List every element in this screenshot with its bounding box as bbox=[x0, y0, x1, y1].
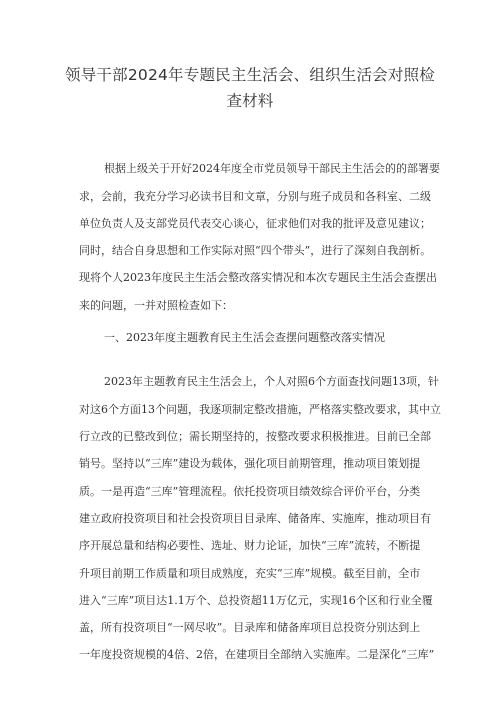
body-line-5: 质。一是再造“三库”管理流程。依托投资项目绩效综合评价平台，分类 bbox=[79, 485, 421, 498]
body-line-2: 对这6个方面13个问题，我逐项制定整改措施，严格落实整改要求，其中立 bbox=[79, 403, 441, 416]
document-title-line-1: 领导干部2024年专题民主生活会、组织生活会对照检 bbox=[65, 66, 435, 84]
body-line-10: 盖，所有投资项目“一网尽收”。目录库和储备库项目总投资分别达到上 bbox=[79, 621, 421, 634]
body-line-7: 序开展总量和结构必要性、选址、财力论证，加快“三库”流转，不断提 bbox=[79, 539, 421, 552]
intro-line-6: 来的问题，一并对照检查如下： bbox=[79, 299, 233, 312]
document-title-line-2: 查材料 bbox=[226, 92, 274, 110]
body-line-6: 建立政府投资项目和社会投资项目目录库、储备库、实施库，推动项目有 bbox=[79, 512, 431, 525]
intro-line-2: 求，会前，我充分学习必读书目和文章，分别与班子成员和各科室、二级 bbox=[79, 190, 431, 203]
body-line-1: 2023年主题教育民主生活会上，个人对照6个方面查找问题13项，针 bbox=[104, 375, 439, 388]
intro-line-1: 根据上级关于开好2024年度全市党员领导干部民主生活会的的部署要 bbox=[104, 162, 440, 175]
body-line-11: 一年度投资规模的4倍、2倍，在建项目全部纳入实施库。二是深化“三库” bbox=[79, 648, 435, 661]
intro-line-4: 同时，结合自身思想和工作实际对照“四个带头”，进行了深刻自我剖析。 bbox=[79, 244, 432, 257]
body-line-3: 行立改的已整改到位；需长期坚持的，按整改要求积极推进。目前已全部 bbox=[79, 430, 431, 443]
section-heading: 一、2023年度主题教育民主生活会查摆问题整改落实情况 bbox=[104, 331, 385, 344]
intro-line-3: 单位负责人及支部党员代表交心谈心，征求他们对我的批评及意见建议； bbox=[79, 217, 431, 230]
intro-line-5: 现将个人2023年度民主生活会整改落实情况和本次专题民主生活会查摆出 bbox=[79, 271, 437, 284]
body-line-4: 销号。坚持以“三库”建设为载体，强化项目前期管理，推动项目策划提 bbox=[79, 457, 421, 470]
body-line-8: 升项目前期工作质量和项目成熟度，充实“三库”规模。截至目前，全市 bbox=[79, 567, 421, 580]
body-line-9: 进入“三库”项目达1.1万个、总投资超11万亿元，实现16个区和行业全覆 bbox=[79, 594, 433, 607]
